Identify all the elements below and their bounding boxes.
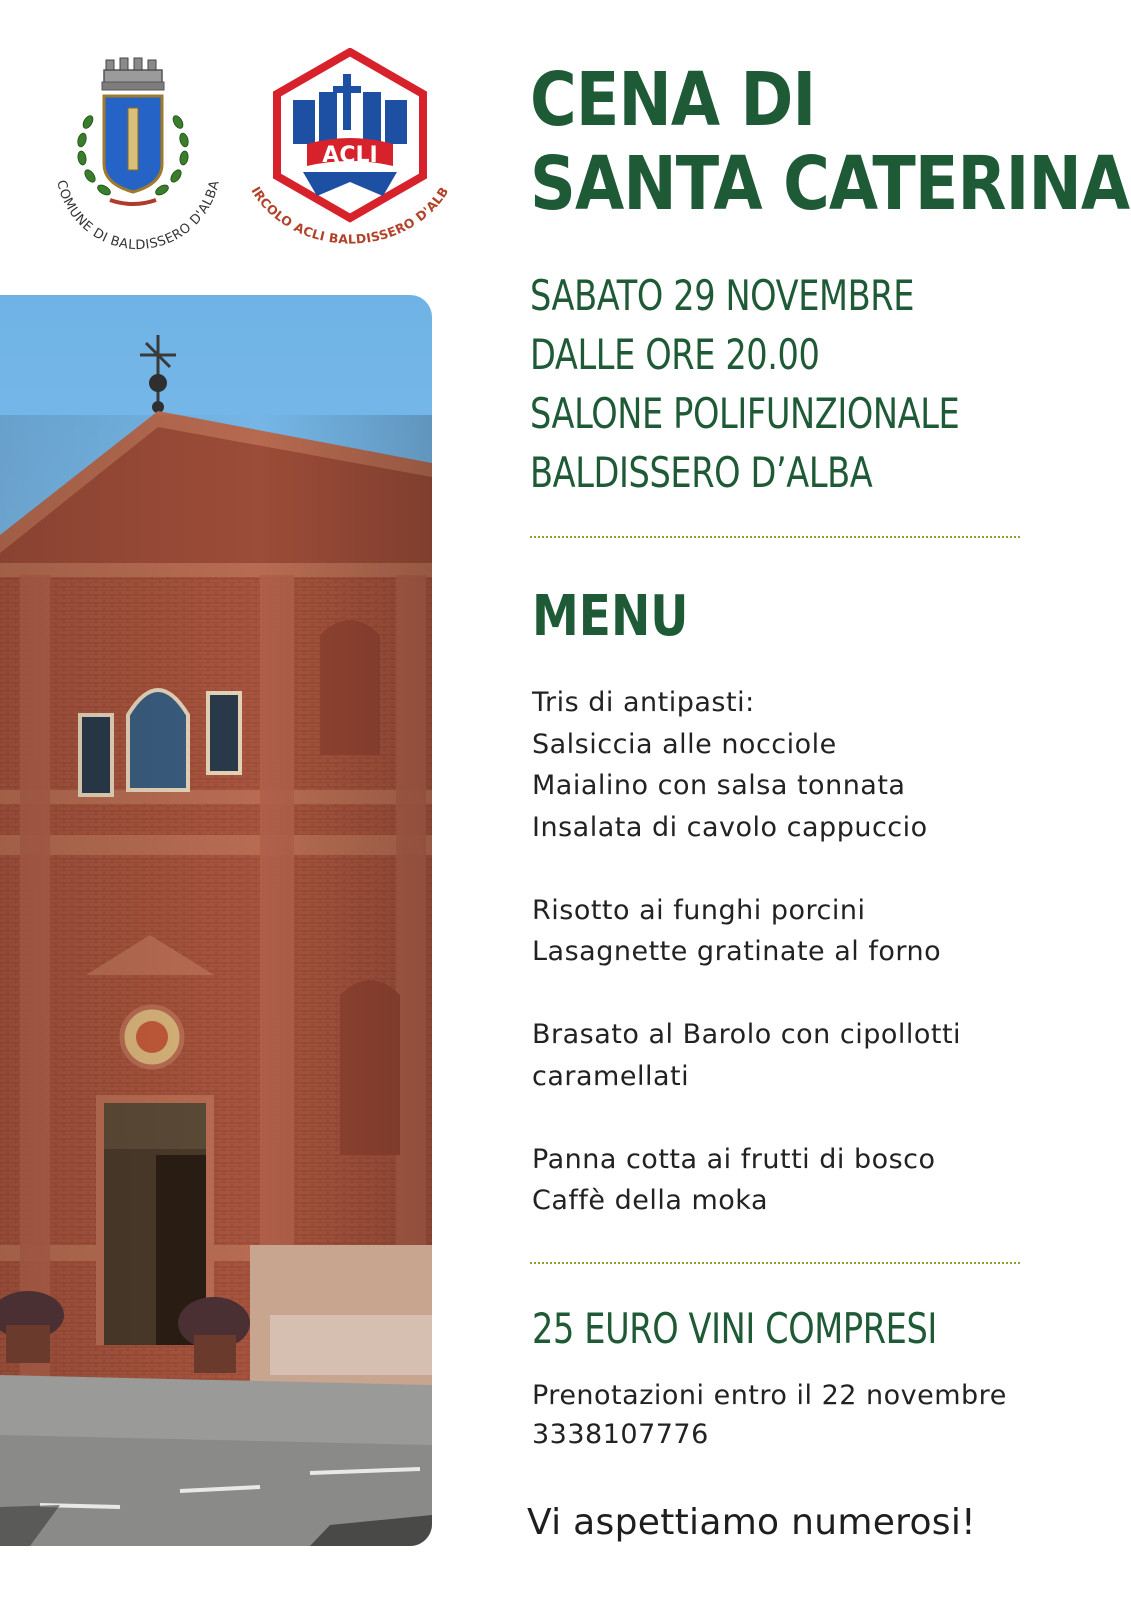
event-title — [530, 57, 1130, 227]
menu-group-primi — [532, 890, 1092, 973]
menu-item: caramellati — [532, 1060, 690, 1092]
booking-deadline: Prenotazioni entro il 22 novembre — [532, 1380, 1007, 1411]
event-time: DALLE ORE 20.00 — [530, 330, 820, 379]
comune-coat-of-arms-logo — [48, 52, 228, 252]
event-details — [530, 266, 994, 502]
menu-item: Panna cotta ai frutti di bosco — [532, 1143, 936, 1175]
booking-phone: 3338107776 — [532, 1419, 709, 1450]
booking-info — [532, 1376, 1007, 1454]
menu-item: Risotto ai funghi porcini — [532, 894, 866, 926]
acli-logo — [245, 48, 455, 263]
acli-logo-text: IRCOLO ACLI BALDISSERO D'ALB — [248, 183, 452, 247]
event-title-line-1: CENA DI — [530, 57, 816, 143]
price-info: 25 EURO VINI COMPRESI — [532, 1304, 937, 1353]
menu-item: Insalata di cavolo cappuccio — [532, 811, 928, 843]
event-title-line-2: SANTA CATERINA — [530, 141, 1130, 227]
menu-item: Caffè della moka — [532, 1185, 769, 1216]
dotted-divider — [530, 1262, 1020, 1264]
menu-item: Salsiccia alle nocciole — [532, 728, 837, 760]
menu-group-dolce — [532, 1139, 1092, 1222]
comune-logo-text: COMUNE DI BALDISSERO D'ALBA — [53, 178, 223, 252]
acli-wordmark: ACLI — [322, 143, 378, 168]
menu-list — [532, 682, 1092, 1222]
menu-item: Brasato al Barolo con cipollotti — [532, 1019, 962, 1050]
dotted-divider — [530, 536, 1020, 538]
menu-group-secondo — [532, 1014, 1092, 1097]
closing-message: Vi aspettiamo numerosi! — [527, 1502, 976, 1543]
event-venue: SALONE POLIFUNZIONALE — [530, 389, 960, 438]
menu-heading: MENU — [532, 584, 689, 649]
event-date: SABATO 29 NOVEMBRE — [530, 271, 915, 320]
church-facade-photo — [0, 295, 432, 1546]
menu-group-antipasti — [532, 682, 1092, 848]
menu-item: Maialino con salsa tonnata — [532, 770, 906, 801]
menu-item: Lasagnette gratinate al forno — [532, 936, 942, 967]
event-town: BALDISSERO D’ALBA — [530, 448, 873, 497]
menu-item: Tris di antipasti: — [532, 687, 755, 718]
